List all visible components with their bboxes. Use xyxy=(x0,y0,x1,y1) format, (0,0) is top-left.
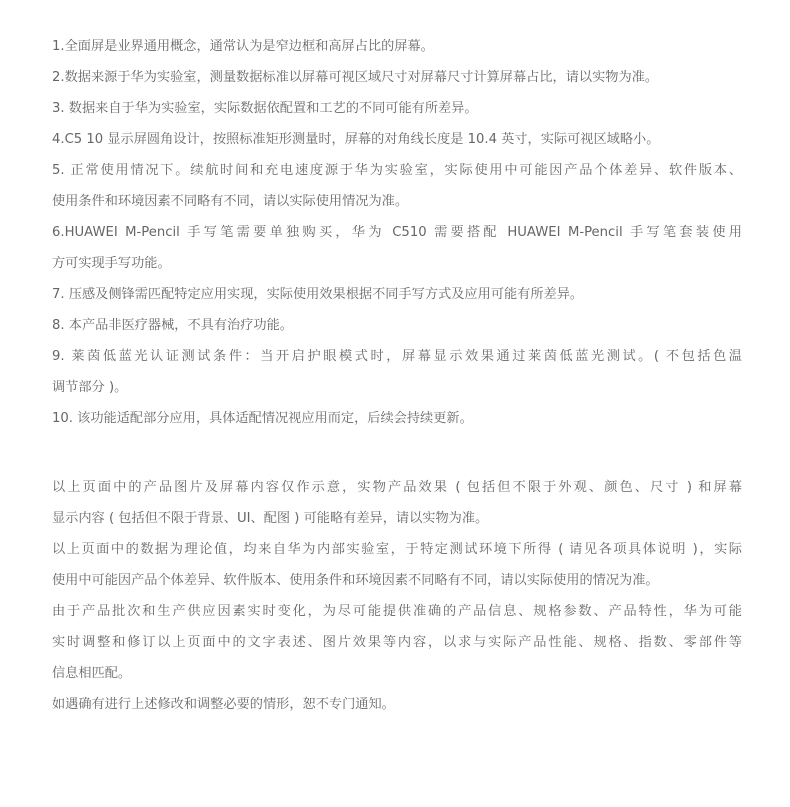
footnote-8-line-1: 8. 本产品非医疗器械，不具有治疗功能。 xyxy=(52,318,293,333)
disclaimer-1-line-2: 显示内容 ( 包括但不限于背景、UI、配图 ) 可能略有差异，请以实物为准。 xyxy=(52,511,489,526)
footnote-3-line-1: 3. 数据来自于华为实验室，实际数据依配置和工艺的不同可能有所差异。 xyxy=(52,101,478,116)
footnote-10-line-1: 10. 该功能适配部分应用，具体适配情况视应用而定，后续会持续更新。 xyxy=(52,411,473,426)
disclaimer-3-line-1: 由于产品批次和生产供应因素实时变化，为尽可能提供准确的产品信息、规格参数、产品特性，华为可能 xyxy=(52,604,742,619)
disclaimer-2-line-2: 使用中可能因产品个体差异、软件版本、使用条件和环境因素不同略有不同，请以实际使用的情况为准。 xyxy=(52,573,659,588)
disclaimer-1-line-1: 以上页面中的产品图片及屏幕内容仅作示意，实物产品效果 ( 包括但不限于外观、颜色、尺寸 ) 和屏幕 xyxy=(52,480,742,495)
footnote-4-line-1: 4.C5 10 显示屏圆角设计，按照标准矩形测量时，屏幕的对角线长度是 10.4 英寸，实际可视区域略小。 xyxy=(52,132,660,147)
footnote-9-line-2: 调节部分 )。 xyxy=(52,380,128,395)
footnote-7-line-1: 7. 压感及侧锋需匹配特定应用实现，实际使用效果根据不同手写方式及应用可能有所差异。 xyxy=(52,287,584,302)
footnote-1-line-1: 1.全面屏是业界通用概念，通常认为是窄边框和高屏占比的屏幕。 xyxy=(52,39,434,54)
footnotes-list xyxy=(52,31,742,434)
footnote-5-line-2: 使用条件和环境因素不同略有不同，请以实际使用情况为准。 xyxy=(52,194,409,209)
footnote-6-line-2: 方可实现手写功能。 xyxy=(52,256,171,271)
disclaimer-block xyxy=(52,472,742,720)
disclaimer-3-line-3: 信息相匹配。 xyxy=(52,666,132,681)
footnote-9-line-1: 9. 莱茵低蓝光认证测试条件：当开启护眼模式时，屏幕显示效果通过莱茵低蓝光测试。( 不包括色温 xyxy=(52,349,742,364)
disclaimer-2-line-1: 以上页面中的数据为理论值，均来自华为内部实验室，于特定测试环境下所得 ( 请见各项具体说明 )，实际 xyxy=(52,542,742,557)
footnote-5-line-1: 5. 正常使用情况下。续航时间和充电速度源于华为实验室，实际使用中可能因产品个体差异、软件版本、 xyxy=(52,163,742,178)
disclaimer-4-line-1: 如遇确有进行上述修改和调整必要的情形，恕不专门通知。 xyxy=(52,697,395,712)
disclaimer-3-line-2: 实时调整和修订以上页面中的文字表述、图片效果等内容，以求与实际产品性能、规格、指数、零部件等 xyxy=(52,635,742,650)
footnote-2-line-1: 2.数据来源于华为实验室，测量数据标准以屏幕可视区域尺寸对屏幕尺寸计算屏幕占比，请以实物为准。 xyxy=(52,70,659,85)
footnote-6-line-1: 6.HUAWEI M-Pencil 手写笔需要单独购买，华为 C510 需要搭配 HUAWEI M-Pencil 手写笔套装使用 xyxy=(52,225,742,240)
